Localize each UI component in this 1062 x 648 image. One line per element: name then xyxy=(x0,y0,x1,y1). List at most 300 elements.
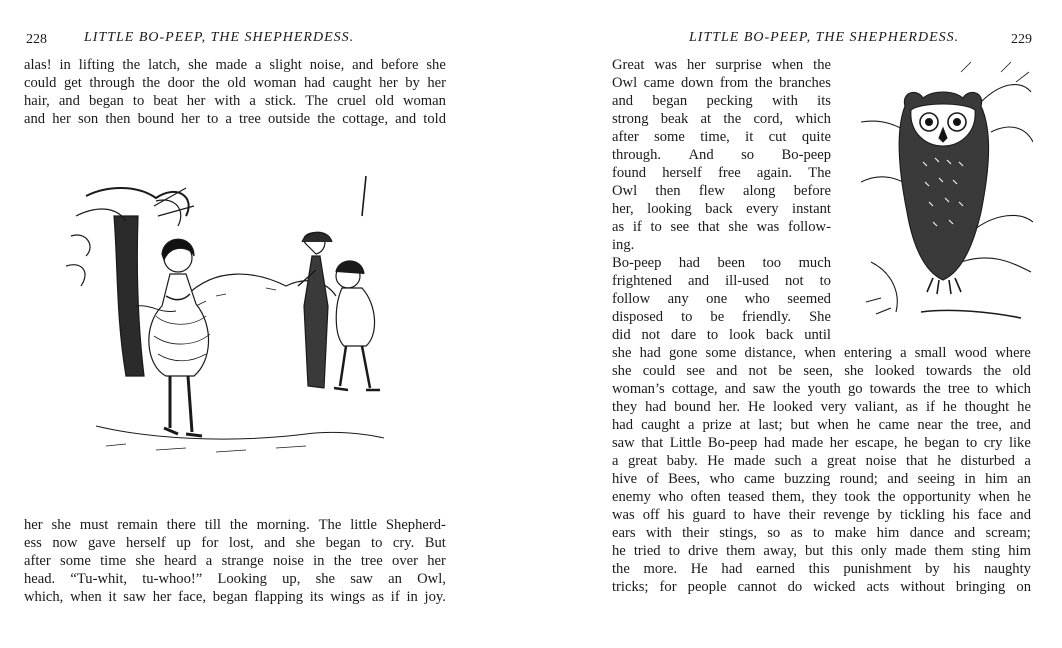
word: its xyxy=(309,589,324,605)
word: as xyxy=(612,219,625,235)
word: opportunity xyxy=(902,489,971,505)
word: tickling xyxy=(900,507,945,523)
word: towards xyxy=(869,381,916,397)
word: they xyxy=(612,399,638,415)
word: surprise xyxy=(715,57,762,73)
word: an xyxy=(388,571,402,587)
word: a xyxy=(205,553,213,569)
word: her. xyxy=(718,399,741,415)
word: He xyxy=(707,453,725,469)
word: that xyxy=(697,219,720,235)
word: like xyxy=(1008,435,1031,451)
word: son xyxy=(77,111,99,127)
running-head: LITTLE BO-PEEP, THE SHEPHERDESS. xyxy=(689,30,960,45)
word: looked xyxy=(874,363,915,379)
word: she xyxy=(135,553,155,569)
word: as xyxy=(371,589,385,605)
word: who xyxy=(658,489,684,505)
word: there xyxy=(166,517,196,533)
word: could xyxy=(642,363,676,379)
word: back xyxy=(705,201,733,217)
word: its xyxy=(817,93,831,109)
word: over xyxy=(392,553,418,569)
word: made xyxy=(791,435,824,451)
text-line xyxy=(612,309,831,327)
word: teased xyxy=(727,489,765,505)
word: every xyxy=(746,201,779,217)
word: she xyxy=(315,571,336,587)
word: not xyxy=(784,273,804,289)
word: instant xyxy=(792,201,831,217)
word: outside xyxy=(267,111,311,127)
right-page xyxy=(531,0,1062,648)
word: bound xyxy=(137,111,175,127)
text-line xyxy=(612,453,1031,471)
word: him xyxy=(876,525,900,541)
word: tried xyxy=(633,543,661,559)
word: He xyxy=(748,399,766,415)
text-line xyxy=(612,291,831,309)
word: woman xyxy=(253,75,297,91)
word: the xyxy=(229,517,248,533)
word: so xyxy=(767,525,781,541)
word: him xyxy=(985,471,1008,487)
word: naughty xyxy=(983,561,1031,577)
word: and xyxy=(24,111,46,127)
word: he xyxy=(942,399,957,415)
word: disposed xyxy=(612,309,664,325)
word: wood xyxy=(954,345,988,361)
word: it xyxy=(108,589,117,605)
word: made xyxy=(894,543,927,559)
word: herself xyxy=(662,165,702,181)
word: punishment xyxy=(843,561,912,577)
text-line xyxy=(612,543,1031,561)
word: that xyxy=(905,453,928,469)
word: But xyxy=(424,535,446,551)
word: a xyxy=(225,111,232,127)
word: Little xyxy=(669,435,702,451)
word: then xyxy=(105,111,131,127)
word: great xyxy=(627,453,658,469)
word: stick. xyxy=(264,93,297,109)
word: then xyxy=(655,183,681,199)
word: down xyxy=(680,75,714,91)
word: distance, xyxy=(744,345,797,361)
word: was xyxy=(612,507,635,523)
word: not xyxy=(641,327,661,343)
word: noise xyxy=(865,453,897,469)
word: on xyxy=(1016,579,1031,595)
word: she xyxy=(728,219,748,235)
word: him xyxy=(1008,543,1031,559)
word: people xyxy=(687,579,727,595)
word: the xyxy=(723,111,742,127)
word: disturbed xyxy=(960,453,1015,469)
word: lost, xyxy=(228,535,254,551)
word: for xyxy=(659,579,677,595)
word: joy. xyxy=(424,589,446,605)
word: not xyxy=(748,363,768,379)
text-line xyxy=(612,57,831,75)
word: at xyxy=(700,111,712,127)
word: who xyxy=(744,291,770,307)
word: Bo-peep xyxy=(781,147,831,163)
word: morning. xyxy=(256,517,310,533)
word: saw xyxy=(612,435,635,451)
word: tree, xyxy=(976,417,1002,433)
word: began xyxy=(212,589,248,605)
text-line xyxy=(24,553,446,571)
word: old xyxy=(375,93,394,109)
word: ears xyxy=(612,525,636,541)
word: them xyxy=(726,543,756,559)
word: to xyxy=(733,507,746,523)
text-line xyxy=(24,535,446,553)
text-line xyxy=(612,525,1031,543)
word: to xyxy=(681,309,693,325)
word: before xyxy=(381,57,419,73)
word: it xyxy=(745,129,754,145)
word: in xyxy=(964,471,976,487)
word: when xyxy=(817,417,849,433)
word: but xyxy=(804,543,824,559)
word: entering xyxy=(844,345,892,361)
word: when xyxy=(804,345,836,361)
word: see xyxy=(670,219,690,235)
word: saw xyxy=(350,571,373,587)
text-line xyxy=(24,57,446,75)
owl-illustration xyxy=(861,62,1033,328)
text-line xyxy=(612,471,1031,489)
word: she xyxy=(612,363,632,379)
word: lifting xyxy=(78,57,115,73)
word: prize xyxy=(702,417,732,433)
word: he xyxy=(1017,489,1031,505)
word: he xyxy=(612,543,626,559)
text-line xyxy=(24,517,446,535)
word: tree xyxy=(947,381,970,397)
page-number: 228 xyxy=(26,32,47,47)
word: of xyxy=(646,471,659,487)
word: She xyxy=(809,309,831,325)
word: alas! xyxy=(24,57,52,73)
word: ill-used xyxy=(725,273,769,289)
word: so xyxy=(741,147,755,163)
word: remain xyxy=(117,517,158,533)
text-line xyxy=(612,219,831,237)
word: with xyxy=(214,93,241,109)
word: herself xyxy=(126,535,166,551)
word: away, xyxy=(763,543,797,559)
word: where xyxy=(995,345,1031,361)
word: tu-whoo!” xyxy=(142,571,203,587)
word: seen, xyxy=(803,363,833,379)
word: the xyxy=(317,111,336,127)
word: old xyxy=(1012,363,1031,379)
word: saw xyxy=(752,381,776,397)
word: often xyxy=(690,489,721,505)
word: some xyxy=(60,553,91,569)
word: look xyxy=(729,327,755,343)
word: to xyxy=(819,273,831,289)
word: who xyxy=(709,471,735,487)
word: dare xyxy=(670,327,697,343)
word: her xyxy=(181,111,200,127)
word: to xyxy=(650,219,662,235)
word: a xyxy=(1024,453,1031,469)
word: hair, xyxy=(24,93,50,109)
word: be xyxy=(778,363,793,379)
word: strange xyxy=(221,553,264,569)
word: noise xyxy=(273,553,304,569)
word: her xyxy=(427,75,446,91)
word: they xyxy=(811,489,838,505)
word: such xyxy=(774,453,802,469)
word: And xyxy=(688,147,714,163)
word: see xyxy=(686,363,705,379)
word: at xyxy=(739,417,751,433)
word: flew xyxy=(698,183,725,199)
word: tricks; xyxy=(612,579,649,595)
word: been xyxy=(717,255,745,271)
word: sting xyxy=(971,543,1001,559)
word: the xyxy=(142,75,161,91)
word: with xyxy=(771,93,798,109)
word: gone xyxy=(668,345,698,361)
word: and xyxy=(1009,507,1031,523)
word: branches xyxy=(779,75,831,91)
word: found xyxy=(612,165,647,181)
text-line xyxy=(612,165,831,183)
word: beak xyxy=(660,111,689,127)
word: cottage, xyxy=(671,381,718,397)
word: looking xyxy=(647,201,692,217)
word: she xyxy=(295,535,316,551)
text-line xyxy=(612,489,1031,507)
word: to xyxy=(371,535,383,551)
word: cut xyxy=(768,129,787,145)
word: his xyxy=(667,507,685,523)
word: her xyxy=(186,93,206,109)
word: them, xyxy=(771,489,805,505)
word: and xyxy=(395,111,417,127)
text-line xyxy=(612,201,831,219)
word: without xyxy=(900,579,945,595)
word: head. xyxy=(24,571,56,587)
word: some xyxy=(654,129,685,145)
word: had xyxy=(304,75,326,91)
word: in xyxy=(406,589,418,605)
word: back xyxy=(765,327,794,343)
word: slight xyxy=(269,57,302,73)
word: Bees, xyxy=(668,471,701,487)
word: tree xyxy=(238,111,261,127)
word: near xyxy=(917,417,943,433)
word: frightened xyxy=(612,273,672,289)
word: woman’s xyxy=(612,381,665,397)
word: round; xyxy=(839,471,878,487)
word: more. xyxy=(643,561,678,577)
word: Bo-peep xyxy=(612,255,662,271)
word: when xyxy=(70,589,102,605)
word: too xyxy=(762,255,782,271)
word: again. xyxy=(756,165,793,181)
word: guard xyxy=(692,507,726,523)
word: towards xyxy=(925,363,973,379)
word: buzzing xyxy=(784,471,831,487)
text-line xyxy=(612,183,831,201)
text-line xyxy=(612,417,1031,435)
word: a xyxy=(612,453,619,469)
word: The xyxy=(305,93,328,109)
text-line xyxy=(612,75,831,93)
word: The xyxy=(808,165,831,181)
word: follow xyxy=(612,291,651,307)
word: earned xyxy=(756,561,795,577)
word: to xyxy=(813,525,825,541)
text-line xyxy=(612,579,1031,597)
word: she xyxy=(844,363,864,379)
word: revenge xyxy=(823,507,870,523)
word: acts xyxy=(866,579,890,595)
text-line xyxy=(24,93,446,111)
word: their xyxy=(682,525,709,541)
word: an xyxy=(1017,471,1031,487)
word: the xyxy=(122,57,141,73)
word: one xyxy=(706,291,728,307)
word: came xyxy=(643,75,675,91)
word: to xyxy=(668,543,681,559)
word: much xyxy=(798,255,831,271)
text-line xyxy=(612,129,831,147)
word: but xyxy=(790,417,810,433)
word: and xyxy=(887,471,909,487)
word: dance xyxy=(909,525,944,541)
word: old xyxy=(227,75,246,91)
word: the xyxy=(877,489,896,505)
word: her xyxy=(427,553,446,569)
word: bound xyxy=(674,399,711,415)
text-line xyxy=(612,93,831,111)
word: off xyxy=(642,507,660,523)
word: be xyxy=(710,309,725,325)
text-line xyxy=(612,273,831,291)
word: seeing xyxy=(917,471,955,487)
text-line xyxy=(612,147,831,165)
word: that xyxy=(641,435,664,451)
word: the xyxy=(813,57,831,73)
word: the xyxy=(754,75,773,91)
word: a xyxy=(900,345,907,361)
word: the xyxy=(922,381,941,397)
word: bringing xyxy=(955,579,1006,595)
word: began xyxy=(924,435,960,451)
text-line xyxy=(612,345,1031,363)
word: when xyxy=(978,489,1010,505)
word: did xyxy=(612,327,631,343)
word: a xyxy=(255,57,262,73)
word: baby. xyxy=(666,453,698,469)
word: made xyxy=(215,57,248,73)
word: her xyxy=(686,57,706,73)
word: made xyxy=(733,453,766,469)
word: the xyxy=(983,363,1002,379)
word: she xyxy=(188,57,208,73)
word: The xyxy=(318,517,342,533)
word: by xyxy=(405,75,420,91)
word: she xyxy=(426,57,446,73)
word: latch, xyxy=(148,57,181,73)
text-line xyxy=(612,327,831,345)
word: began xyxy=(652,93,688,109)
word: her xyxy=(379,75,398,91)
word: which, xyxy=(24,589,64,605)
word: cry xyxy=(983,435,1003,451)
word: drive xyxy=(688,543,719,559)
word: saw xyxy=(123,589,146,605)
word: pecking xyxy=(706,93,753,109)
word: caught xyxy=(332,75,372,91)
word: her xyxy=(52,111,71,127)
word: along xyxy=(743,183,776,199)
word: them xyxy=(934,543,964,559)
word: hive xyxy=(612,471,638,487)
word: wicked xyxy=(813,579,856,595)
word: time, xyxy=(700,129,730,145)
text-line xyxy=(24,571,446,589)
word: which xyxy=(795,111,831,127)
word: thought xyxy=(964,399,1010,415)
word: face, xyxy=(178,589,207,605)
word: to xyxy=(206,111,219,127)
word: get xyxy=(63,75,82,91)
text-line xyxy=(612,381,1031,399)
word: and xyxy=(58,93,80,109)
word: must xyxy=(79,517,109,533)
word: go xyxy=(847,381,863,397)
word: Owl xyxy=(612,75,638,91)
word: till xyxy=(204,517,221,533)
word: He xyxy=(690,561,708,577)
word: if xyxy=(390,589,400,605)
word: this xyxy=(831,543,853,559)
word: and xyxy=(688,273,710,289)
word: by xyxy=(925,561,940,577)
word: quite xyxy=(801,129,831,145)
word: cord, xyxy=(753,111,784,127)
word: after xyxy=(24,553,51,569)
word: had xyxy=(645,399,667,415)
word: Owl xyxy=(612,183,638,199)
text-line xyxy=(612,435,1031,453)
word: he xyxy=(1017,399,1031,415)
running-head: LITTLE BO-PEEP, THE SHEPHERDESS. xyxy=(84,30,355,45)
word: last; xyxy=(758,417,783,433)
word: wings xyxy=(330,589,366,605)
word: to xyxy=(706,327,719,343)
text-line xyxy=(612,255,831,273)
word: their xyxy=(788,507,816,523)
word: could xyxy=(24,75,57,91)
word: and xyxy=(612,93,634,109)
word: any xyxy=(667,291,689,307)
word: escape, xyxy=(854,435,898,451)
word: great xyxy=(827,453,857,469)
word: he xyxy=(904,435,918,451)
word: as xyxy=(905,399,919,415)
word: have xyxy=(753,507,781,523)
